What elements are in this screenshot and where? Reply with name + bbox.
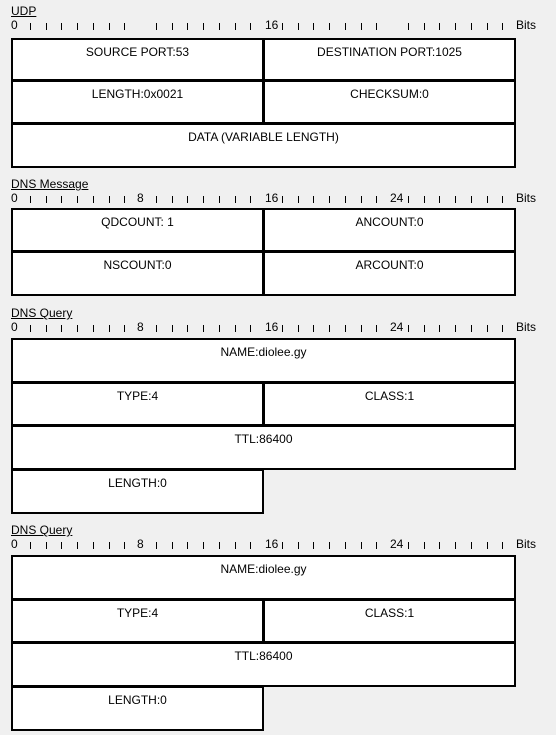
ruler-tick	[376, 542, 377, 549]
ruler-tick	[408, 542, 409, 549]
ruler-tick	[361, 542, 362, 549]
ruler-tick	[203, 23, 204, 30]
ruler-tick	[172, 196, 173, 203]
ruler-tick	[502, 23, 503, 30]
dns-query-title: DNS Query	[11, 523, 73, 537]
ruler-tick	[424, 23, 425, 30]
ruler-tick	[502, 542, 503, 549]
ruler-label-24: 24	[390, 191, 404, 205]
ruler-tick	[235, 325, 236, 332]
ruler-tick	[172, 325, 173, 332]
dns-message-title: DNS Message	[11, 177, 89, 191]
bits-label: Bits	[516, 320, 537, 334]
ruler-tick	[219, 23, 220, 30]
ruler-tick	[250, 23, 251, 30]
ruler-tick	[124, 196, 125, 203]
bits-label: Bits	[516, 18, 537, 32]
query-class-field[interactable]: CLASS:1	[263, 382, 516, 426]
source-port-field[interactable]: SOURCE PORT:53	[11, 38, 264, 81]
ancount-field[interactable]: ANCOUNT:0	[263, 208, 516, 252]
arcount-field[interactable]: ARCOUNT:0	[263, 251, 516, 296]
ruler-tick	[345, 325, 346, 332]
ruler-tick	[313, 23, 314, 30]
ruler-tick	[187, 196, 188, 203]
ruler-tick	[109, 325, 110, 332]
ruler-tick	[219, 325, 220, 332]
ruler-tick	[124, 325, 125, 332]
ruler-tick	[187, 23, 188, 30]
ruler-tick	[77, 325, 78, 332]
ruler-tick	[250, 325, 251, 332]
destination-port-field[interactable]: DESTINATION PORT:1025	[263, 38, 516, 81]
ruler-tick	[77, 196, 78, 203]
ruler-tick	[408, 325, 409, 332]
ruler-tick	[298, 542, 299, 549]
ruler-tick	[93, 542, 94, 549]
ruler-tick	[250, 542, 251, 549]
query-name-field[interactable]: NAME:diolee.gy	[11, 555, 516, 600]
ruler-label-24: 24	[390, 320, 404, 334]
ruler-tick	[172, 23, 173, 30]
ruler-tick	[376, 23, 377, 30]
ruler-tick	[61, 23, 62, 30]
query-ttl-field[interactable]: TTL:86400	[11, 642, 516, 687]
ruler-tick	[471, 542, 472, 549]
ruler-tick	[156, 23, 157, 30]
ruler-tick	[93, 325, 94, 332]
ruler-tick	[203, 325, 204, 332]
ruler-tick	[329, 542, 330, 549]
ruler-tick	[282, 196, 283, 203]
dns-query-bit-ruler	[0, 537, 556, 551]
ruler-tick	[156, 325, 157, 332]
ruler-tick	[471, 23, 472, 30]
ruler-label-0: 0	[11, 191, 18, 205]
ruler-tick	[424, 196, 425, 203]
udp-data-field[interactable]: DATA (VARIABLE LENGTH)	[11, 123, 516, 168]
ruler-tick	[203, 542, 204, 549]
ruler-tick	[61, 542, 62, 549]
ruler-tick	[313, 325, 314, 332]
ruler-tick	[424, 325, 425, 332]
ruler-tick	[455, 542, 456, 549]
ruler-tick	[487, 23, 488, 30]
ruler-tick	[124, 23, 125, 30]
ruler-label-8: 8	[137, 320, 144, 334]
udp-title: UDP	[11, 4, 37, 18]
query-type-field[interactable]: TYPE:4	[11, 599, 264, 643]
bits-label: Bits	[516, 537, 537, 551]
ruler-tick	[282, 325, 283, 332]
udp-bit-ruler	[0, 18, 556, 32]
ruler-tick	[455, 23, 456, 30]
query-length-field[interactable]: LENGTH:0	[11, 686, 264, 731]
query-type-field[interactable]: TYPE:4	[11, 382, 264, 426]
ruler-tick	[408, 23, 409, 30]
ruler-label-16: 16	[265, 18, 279, 32]
ruler-tick	[46, 23, 47, 30]
ruler-tick	[471, 196, 472, 203]
ruler-label-16: 16	[265, 537, 279, 551]
dns-query-bit-ruler	[0, 320, 556, 334]
checksum-field[interactable]: CHECKSUM:0	[263, 80, 516, 124]
dns-query-title: DNS Query	[11, 306, 73, 320]
query-name-field[interactable]: NAME:diolee.gy	[11, 338, 516, 383]
ruler-tick	[313, 196, 314, 203]
ruler-label-24: 24	[390, 537, 404, 551]
ruler-tick	[187, 325, 188, 332]
ruler-label-0: 0	[11, 320, 18, 334]
ruler-tick	[487, 196, 488, 203]
ruler-tick	[361, 325, 362, 332]
ruler-tick	[77, 542, 78, 549]
ruler-tick	[46, 325, 47, 332]
ruler-tick	[298, 325, 299, 332]
ruler-tick	[439, 325, 440, 332]
ruler-tick	[345, 542, 346, 549]
ruler-tick	[329, 196, 330, 203]
ruler-tick	[235, 23, 236, 30]
ruler-tick	[235, 196, 236, 203]
ruler-tick	[487, 542, 488, 549]
ruler-tick	[455, 196, 456, 203]
ruler-tick	[30, 542, 31, 549]
ruler-tick	[172, 542, 173, 549]
ruler-tick	[109, 23, 110, 30]
ruler-label-8: 8	[137, 191, 144, 205]
ruler-label-8: 8	[137, 537, 144, 551]
ruler-tick	[235, 542, 236, 549]
query-ttl-field[interactable]: TTL:86400	[11, 425, 516, 470]
ruler-tick	[46, 542, 47, 549]
ruler-tick	[455, 325, 456, 332]
ruler-tick	[376, 196, 377, 203]
ruler-tick	[487, 325, 488, 332]
bits-label: Bits	[516, 191, 537, 205]
ruler-tick	[77, 23, 78, 30]
ruler-tick	[124, 542, 125, 549]
ruler-tick	[361, 196, 362, 203]
ruler-tick	[30, 23, 31, 30]
ruler-tick	[424, 542, 425, 549]
ruler-tick	[376, 325, 377, 332]
ruler-tick	[282, 542, 283, 549]
ruler-tick	[156, 542, 157, 549]
ruler-tick	[30, 196, 31, 203]
ruler-tick	[250, 196, 251, 203]
ruler-tick	[361, 23, 362, 30]
ruler-tick	[471, 325, 472, 332]
ruler-tick	[313, 542, 314, 549]
ruler-tick	[282, 23, 283, 30]
ruler-tick	[219, 196, 220, 203]
ruler-tick	[61, 325, 62, 332]
ruler-label-0: 0	[11, 537, 18, 551]
udp-length-field[interactable]: LENGTH:0x0021	[11, 80, 264, 124]
ruler-tick	[109, 542, 110, 549]
ruler-label-0: 0	[11, 18, 18, 32]
query-length-field[interactable]: LENGTH:0	[11, 469, 264, 514]
ruler-tick	[502, 325, 503, 332]
ruler-tick	[93, 196, 94, 203]
ruler-tick	[439, 196, 440, 203]
ruler-tick	[30, 325, 31, 332]
query-class-field[interactable]: CLASS:1	[263, 599, 516, 643]
ruler-label-16: 16	[265, 320, 279, 334]
ruler-tick	[203, 196, 204, 203]
ruler-label-16: 16	[265, 191, 279, 205]
ruler-tick	[187, 542, 188, 549]
ruler-tick	[298, 196, 299, 203]
ruler-tick	[156, 196, 157, 203]
ruler-tick	[46, 196, 47, 203]
ruler-tick	[219, 542, 220, 549]
ruler-tick	[439, 542, 440, 549]
nscount-field[interactable]: NSCOUNT:0	[11, 251, 264, 296]
ruler-tick	[329, 23, 330, 30]
ruler-tick	[408, 196, 409, 203]
ruler-tick	[298, 23, 299, 30]
ruler-tick	[93, 23, 94, 30]
ruler-tick	[329, 325, 330, 332]
ruler-tick	[345, 23, 346, 30]
ruler-tick	[439, 23, 440, 30]
ruler-tick	[502, 196, 503, 203]
qdcount-field[interactable]: QDCOUNT: 1	[11, 208, 264, 252]
dns-message-bit-ruler	[0, 191, 556, 205]
ruler-tick	[345, 196, 346, 203]
ruler-tick	[109, 196, 110, 203]
ruler-tick	[61, 196, 62, 203]
